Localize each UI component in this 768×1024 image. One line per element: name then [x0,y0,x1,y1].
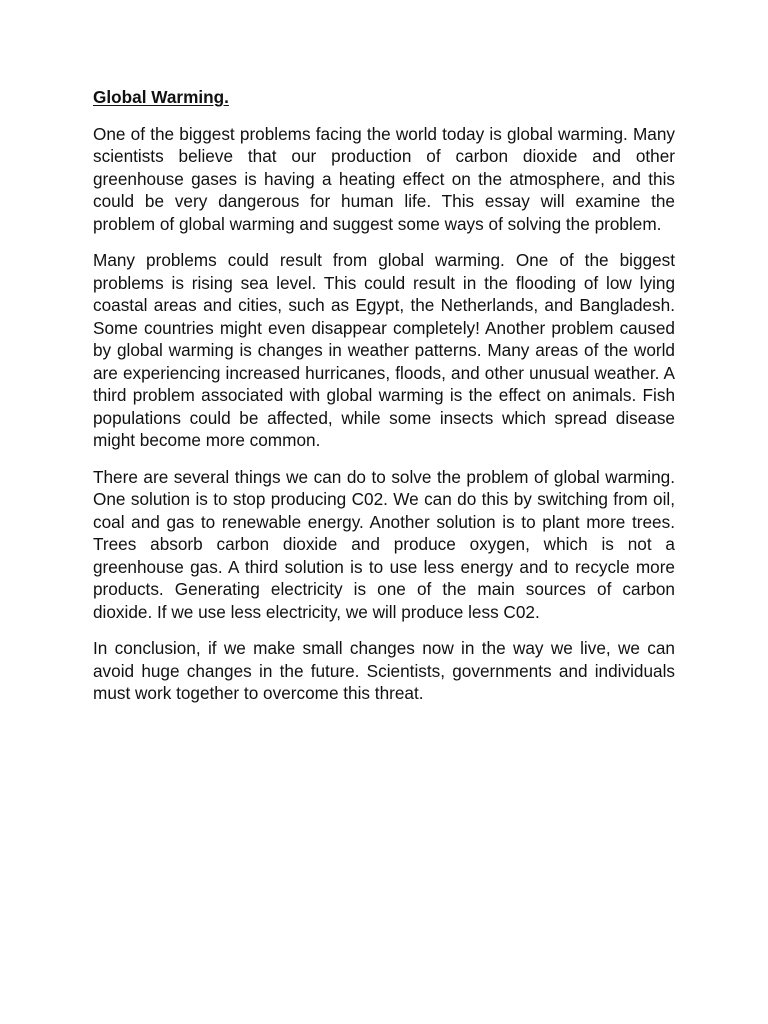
introduction-paragraph: One of the biggest problems facing the world today is global warming. Many scientists believe that our production of carbon dioxide and other greenhouse gases is having a heating effect on the atmosphere, and this could be very dangerous for human life. This essay will examine the problem of global warming and suggest some ways of solving the problem. [93,123,675,234]
conclusion-paragraph: In conclusion, if we make small changes now in the way we live, we can avoid huge changes in the future. Scientists, governments and individuals must work together to overcome this threat. [93,638,675,703]
document-title: Global Warming. [93,87,229,107]
essay-body [93,86,675,719]
problems-paragraph: Many problems could result from global warming. One of the biggest problems is rising sea level. This could result in the flooding of low lying coastal areas and cities, such as Egypt, the Netherlands, and Bangladesh. Some countries might even disappear completely! Another problem caused by global warming is changes in weather patterns. Many areas of the world are experiencing increased hurricanes, floods, and other unusual weather. A third problem associated with global warming is the effect on animals. Fish populations could be affected, while some insects which spread disease might become more common. [93,250,675,450]
solutions-paragraph: There are several things we can do to solve the problem of global warming. One solution is to stop producing C02. We can do this by switching from oil, coal and gas to renewable energy. Another solution is to plant more trees. Trees absorb carbon dioxide and produce oxygen, which is not a greenhouse gas. A third solution is to use less energy and to recycle more products. Generating electricity is one of the main sources of carbon dioxide. If we use less electricity, we will produce less C02. [93,466,675,622]
